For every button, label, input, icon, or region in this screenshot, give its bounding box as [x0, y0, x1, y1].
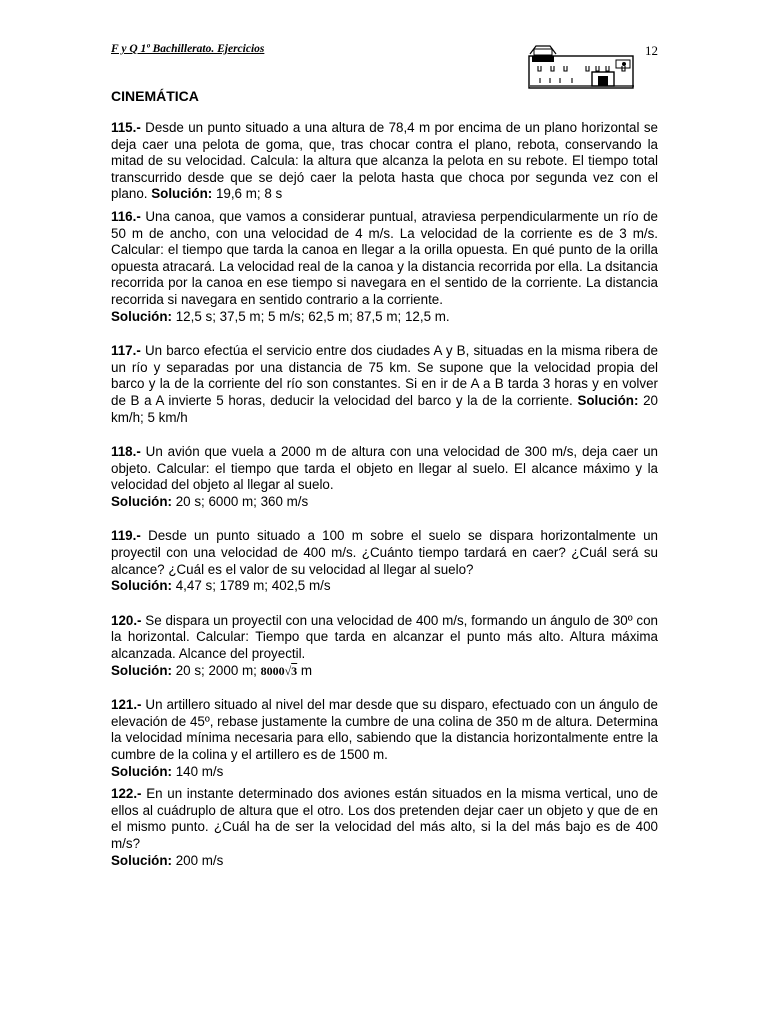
sqrt-radicand: 3: [291, 663, 298, 678]
solution-value: 12,5 s; 37,5 m; 5 m/s; 62,5 m; 87,5 m; 12,5 m.: [172, 308, 450, 324]
solution-unit: m: [297, 662, 313, 678]
exercise-number: 119.-: [111, 528, 141, 544]
exercise-116: [111, 209, 658, 325]
exercise-122: [111, 786, 658, 869]
solution-label: Solución:: [111, 578, 172, 594]
exercise-118: [111, 444, 658, 510]
exercise-text: Un avión que vuela a 2000 m de altura con una velocidad de 300 m/s, deja caer un objeto. Calcular: el tiempo que tarda el objeto en llegar al suelo. El alcance máximo y la velocidad del objeto al llegar al suelo.: [111, 444, 658, 493]
exercise-list: [111, 120, 658, 869]
exercise-119: [111, 528, 658, 594]
exercise-117: [111, 343, 658, 426]
exercise-number: 117.-: [111, 343, 141, 359]
exercise-text: Una canoa, que vamos a considerar puntual, atraviesa perpendicularmente un río de 50 m de ancho, con una velocidad de 4 m/s. La velocidad de la corriente es de 3 m/s. Calcular: el tiempo que tarda la canoa en llegar a la orilla opuesta. En qué punto de la orilla opuesta atracará. La velocidad real de la canoa y la distancia recorrida por ella. La dsitancia recorrida por la canoa en ese tiempo si navegara en el sentido de la corriente. La distancia recorrida si navegara en sentido contrario a la corriente.: [111, 208, 658, 307]
exercise-number: 121.-: [111, 697, 142, 713]
sqrt-expression: 8000√3: [260, 663, 298, 678]
sqrt-coefficient: 8000: [260, 663, 285, 678]
school-building-icon: [528, 42, 636, 90]
solution-value: 200 m/s: [172, 852, 224, 868]
solution-value: 140 m/s: [172, 763, 224, 779]
solution-label: Solución:: [111, 308, 172, 324]
section-title: CINEMÁTICA: [111, 88, 199, 104]
exercise-number: 122.-: [111, 786, 142, 802]
exercise-120: [111, 613, 658, 679]
solution-label: Solución:: [577, 392, 639, 408]
solution-value: 20 s; 6000 m; 360 m/s: [172, 493, 309, 509]
exercise-text: Desde un punto situado a una altura de 78,4 m por encima de un plano horizontal se deja caer una pelota de goma, que, tras chocar contra el plano, rebota, conservando la mitad de su velocidad. Calcula: la altura que alcanza la pelota en su rebote. El tiempo total transcurrido desde que se dejó caer la pelota hasta que choca por segunda vez con el plano.: [111, 120, 658, 202]
exercise-text: Un artillero situado al nivel del mar desde que su disparo, efectuado con un ángulo de elevación de 45º, rebase justamente la cumbre de una colina de 350 m de altura. Determina la velocidad mínima necesaria para ello, sabiendo que la distancia horizontalmente entre la cumbre de la colina y el artillero es de 1500 m.: [111, 697, 658, 762]
exercise-text: Se dispara un proyectil con una velocidad de 400 m/s, formando un ángulo de 30º con la horizontal. Calcular: Tiempo que tarda en alcanzar el punto más alto. Altura máxima alcanzada. Alcance del proyectil.: [111, 612, 658, 662]
page-number: 12: [645, 43, 658, 58]
running-header: F y Q 1º Bachillerato. Ejercicios: [111, 43, 265, 55]
solution-value: 19,6 m; 8 s: [212, 186, 283, 202]
solution-label: Solución:: [111, 493, 172, 509]
solution-label: Solución:: [111, 662, 172, 678]
exercise-121: [111, 697, 658, 780]
exercise-text: En un instante determinado dos aviones están situados en la misma vertical, uno de ellos al cuádruplo de altura que el otro. Los dos pretenden dejar caer un objeto y que de en el mismo punto. ¿Cuál ha de ser la velocidad del más alto, si la del más bajo es de 400 m/s?: [111, 786, 658, 851]
exercise-number: 116.-: [111, 208, 141, 224]
solution-label: Solución:: [111, 852, 172, 868]
exercise-number: 120.-: [111, 612, 142, 628]
solution-value: 20 s; 2000 m;: [172, 662, 261, 678]
solution-label: Solución:: [111, 763, 172, 779]
solution-value: 4,47 s; 1789 m; 402,5 m/s: [172, 578, 331, 594]
solution-label: Solución:: [151, 186, 213, 202]
exercise-number: 115.-: [111, 120, 141, 135]
exercise-number: 118.-: [111, 444, 141, 460]
exercise-115: [111, 120, 658, 203]
solution-value: 20 km/h; 5 km/h: [111, 392, 658, 425]
exercise-text: Desde un punto situado a 100 m sobre el suelo se dispara horizontalmente un proyectil con una velocidad de 400 m/s. ¿Cuánto tiempo tardará en caer? ¿Cuál será su alcance? ¿Cuál es el valor de su velocidad al llegar al suelo?: [111, 528, 658, 577]
exercise-text: Un barco efectúa el servicio entre dos ciudades A y B, situadas en la misma ribera de un río y separadas por una distancia de 75 km. Se supone que la velocidad propia del barco y la de la corriente del río son constantes. Si en ir de A a B tarda 3 horas y en volver de B a A invierte 5 horas, deducir la velocidad del barco y la de la corriente.: [111, 343, 658, 408]
